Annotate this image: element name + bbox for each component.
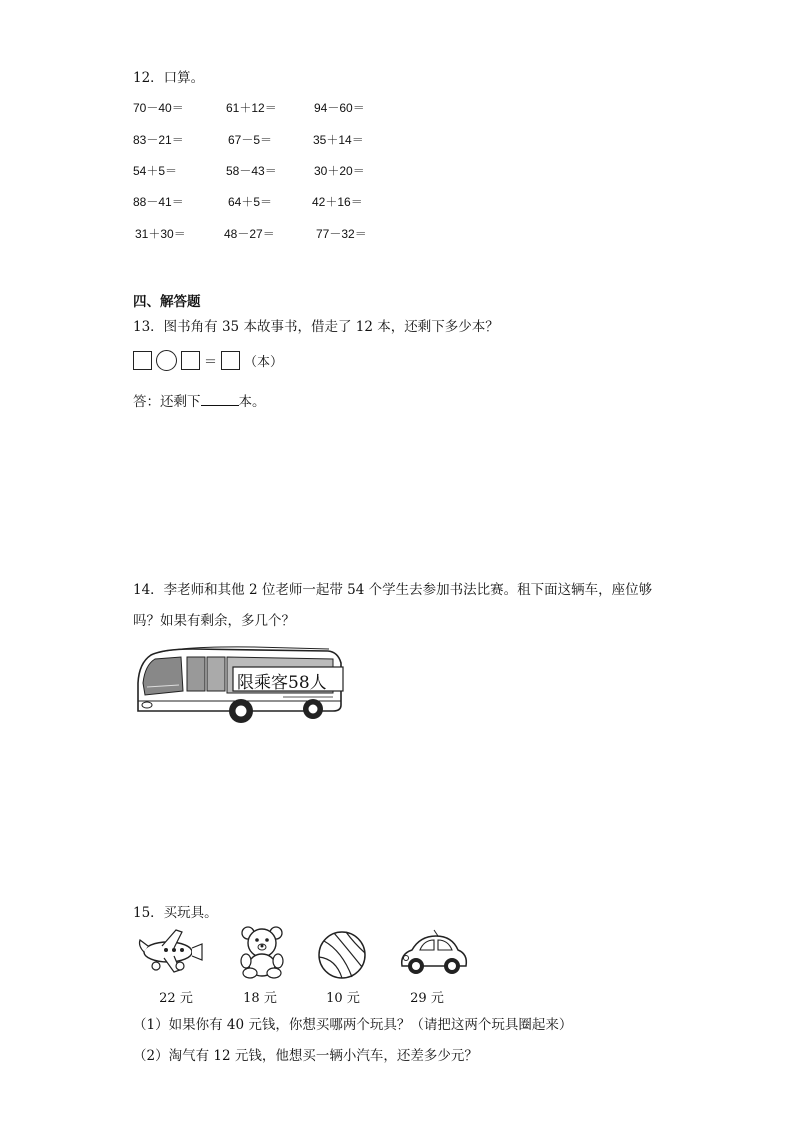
question-15-part1: （1）如果你有 40 元钱，你想买哪两个玩具？（请把这两个玩具圈起来） [133, 1017, 573, 1033]
toy-teddy-bear[interactable] [236, 925, 288, 979]
section-title: 四、解答题 [133, 294, 201, 310]
teddy-bear-icon [236, 925, 288, 979]
calc-item: 70－40＝ [133, 101, 184, 115]
price-label: 18 元 [243, 991, 277, 1006]
calc-item: 88－41＝ [133, 195, 184, 209]
calc-item: 64＋5＝ [228, 195, 273, 209]
answer-blank[interactable] [201, 393, 239, 406]
answer-box[interactable] [133, 351, 152, 370]
answer-line [133, 390, 266, 410]
question-13-title: 13．图书角有 35 本故事书，借走了 12 本，还剩下多少本？ [133, 319, 499, 335]
question-14-line1: 14．李老师和其他 2 位老师一起带 54 个学生去参加书法比赛。租下面这辆车，座位够 [133, 582, 653, 598]
question-14-line2: 吗？如果有剩余，多几个？ [133, 613, 295, 629]
question-12-title: 12．口算。 [133, 70, 205, 86]
calc-item: 30＋20＝ [314, 164, 365, 178]
unit-label: （本） [244, 355, 284, 370]
question-15-title: 15．买玩具。 [133, 905, 218, 921]
toy-ball[interactable] [316, 929, 368, 981]
calc-item: 61＋12＝ [226, 101, 277, 115]
price-label: 10 元 [326, 991, 360, 1006]
car-icon [398, 928, 470, 980]
answer-prefix: 答：还剩下 [133, 394, 201, 410]
equation-template [133, 350, 283, 371]
price-label: 22 元 [159, 991, 193, 1006]
equals-sign: ＝ [204, 355, 218, 370]
calc-item: 77－32＝ [316, 227, 367, 241]
price-label: 29 元 [410, 991, 444, 1006]
calc-item: 94－60＝ [314, 101, 365, 115]
calc-item: 35＋14＝ [313, 133, 364, 147]
calc-item: 67－5＝ [228, 133, 273, 147]
bus-capacity-sign: 限乘客58人 [237, 673, 327, 693]
question-15-part2: （2）淘气有 12 元钱，他想买一辆小汽车，还差多少元？ [133, 1048, 478, 1064]
toy-airplane[interactable] [136, 926, 206, 978]
bus-illustration [133, 643, 348, 725]
airplane-icon [136, 926, 206, 978]
toy-car[interactable] [398, 928, 470, 980]
calc-item: 54＋5＝ [133, 164, 178, 178]
calc-item: 58－43＝ [226, 164, 277, 178]
calc-item: 31＋30＝ [135, 227, 186, 241]
ball-icon [316, 929, 368, 981]
calc-item: 83－21＝ [133, 133, 184, 147]
answer-suffix: 本。 [238, 394, 266, 410]
answer-box[interactable] [221, 351, 240, 370]
operator-circle[interactable] [156, 350, 177, 371]
answer-box[interactable] [181, 351, 200, 370]
calc-item: 48－27＝ [224, 227, 275, 241]
calc-item: 42＋16＝ [312, 195, 363, 209]
